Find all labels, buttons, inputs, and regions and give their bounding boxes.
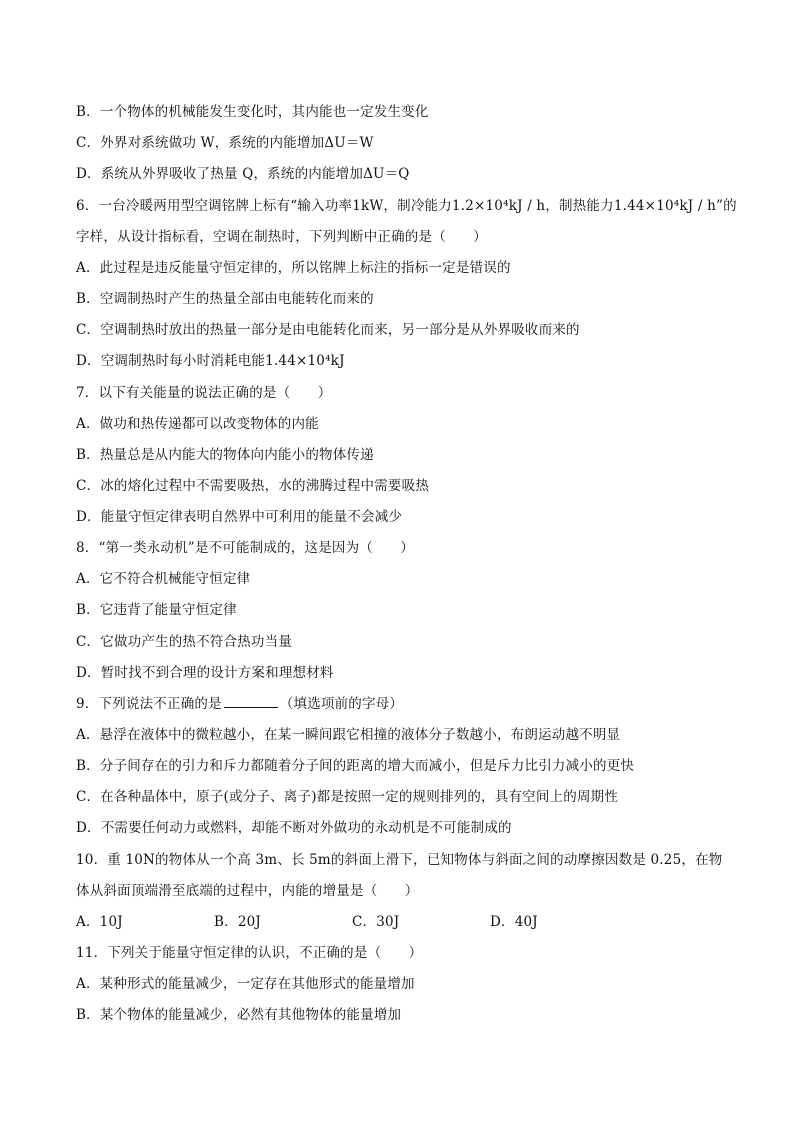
q10-stem-line2: 体从斜面顶端滑至底端的过程中，内能的增量是（ ） xyxy=(76,883,419,899)
q11-stem: 11．下列关于能量守恒定律的认识，不正确的是（ ） xyxy=(76,945,423,961)
q9-option-b: B．分子间存在的引力和斥力都随着分子间的距离的增大而减小，但是斥力比引力减小的更快 xyxy=(76,758,635,774)
q11-option-a: A．某种形式的能量减少，一定存在其他形式的能量增加 xyxy=(76,976,415,992)
q5-option-b: B．一个物体的机械能发生变化时，其内能也一定发生变化 xyxy=(76,104,429,120)
q9-option-c: C．在各种晶体中，原子(或分子、离子)都是按照一定的规则排列的，具有空间上的周期性 xyxy=(76,789,619,805)
q5-option-d: D．系统从外界吸收了热量 Q，系统的内能增加ΔU＝Q xyxy=(76,166,410,182)
q10-option-b: B．20J xyxy=(214,914,262,930)
q6-option-a: A．此过程是违反能量守恒定律的，所以铭牌上标注的指标一定是错误的 xyxy=(76,260,511,276)
q8-option-a: A．它不符合机械能守恒定律 xyxy=(76,571,251,587)
q9-stem-text: 9．下列说法不正确的是 xyxy=(76,696,222,712)
q7-option-b: B．热量总是从内能大的物体向内能小的物体传递 xyxy=(76,447,374,463)
answer-blank xyxy=(224,695,278,708)
q10-option-c: C．30J xyxy=(352,914,400,930)
q6-stem-line1: 6．一台冷暖两用型空调铭牌上标有“输入功率1kW，制冷能力1.2×10⁴kJ / h，制热能力1.44×10⁴kJ / h”的 xyxy=(76,198,737,214)
q7-option-d: D．能量守恒定律表明自然界中可利用的能量不会减少 xyxy=(76,509,403,525)
q6-option-b: B．空调制热时产生的热量全部由电能转化而来的 xyxy=(76,291,374,307)
q10-option-d: D．40J xyxy=(490,914,538,930)
q8-option-c: C．它做功产生的热不符合热功当量 xyxy=(76,634,293,650)
q11-option-b: B．某个物体的能量减少，必然有其他物体的能量增加 xyxy=(76,1007,402,1023)
q8-option-b: B．它违背了能量守恒定律 xyxy=(76,602,237,618)
q9-option-d: D．不需要任何动力或燃料，却能不断对外做功的永动机是不可能制成的 xyxy=(76,820,512,836)
q9-option-a: A．悬浮在液体中的微粒越小，在某一瞬间跟它相撞的液体分子数越小，布朗运动越不明显 xyxy=(76,727,621,743)
q10-options xyxy=(76,912,628,932)
q5-option-c: C．外界对系统做功 W，系统的内能增加ΔU＝W xyxy=(76,135,374,151)
q9-stem-suffix: （填选项前的字母） xyxy=(279,696,404,712)
q7-option-a: A．做功和热传递都可以改变物体的内能 xyxy=(76,416,319,432)
q10-option-a: A．10J xyxy=(76,914,123,930)
q10-stem-line1: 10．重 10N的物体从一个高 3m、长 5m的斜面上滑下，已知物体与斜面之间的动摩擦因数是 0.25，在物 xyxy=(76,852,723,868)
q6-option-d: D．空调制热时每小时消耗电能1.44×10⁴kJ xyxy=(76,353,345,369)
q9-stem xyxy=(76,694,403,714)
q8-stem: 8．“第一类永动机”是不可能制成的，这是因为（ ） xyxy=(76,540,415,556)
q8-option-d: D．暂时找不到合理的设计方案和理想材料 xyxy=(76,665,334,681)
q6-stem-line2: 字样，从设计指标看，空调在制热时，下列判断中正确的是（ ） xyxy=(76,229,487,245)
q7-option-c: C．冰的熔化过程中不需要吸热，水的沸腾过程中需要吸热 xyxy=(76,478,430,494)
q6-option-c: C．空调制热时放出的热量一部分是由电能转化而来，另一部分是从外界吸收而来的 xyxy=(76,322,580,338)
q7-stem: 7．以下有关能量的说法正确的是（ ） xyxy=(76,385,332,401)
